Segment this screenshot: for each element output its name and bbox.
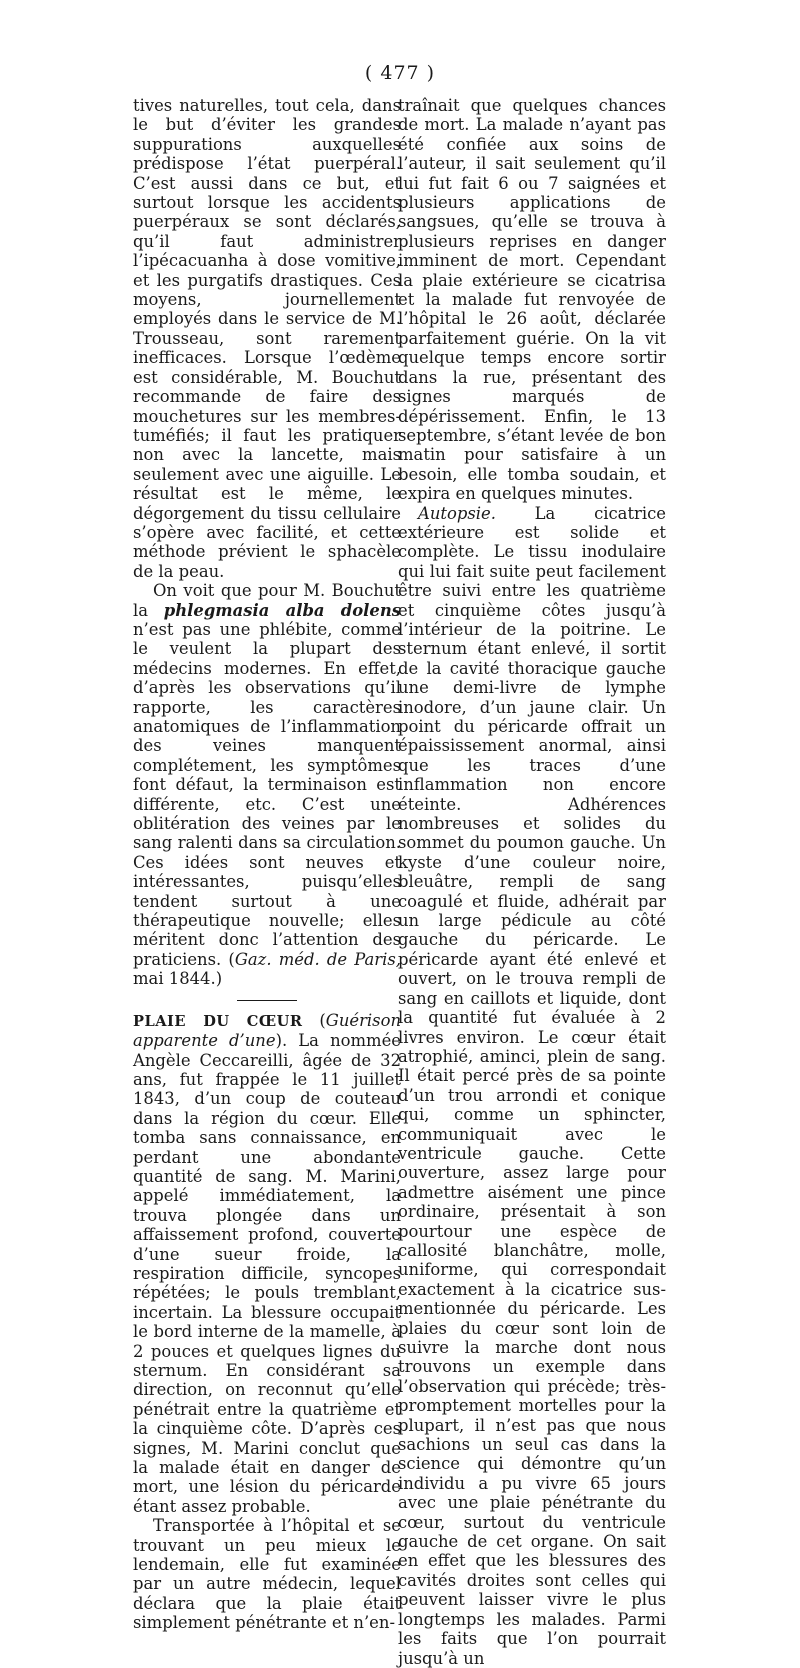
paragraph-text: On voit que pour M. Bouchut la [133, 581, 401, 620]
left-paragraph-4: Transportée à l’hôpital et se trouvant un peu mieux le lendemain, elle fut examinée par un autre médecin, lequel déclara que la plaie était simplement pénétrante et n’en- [133, 1516, 401, 1633]
citation-source: Gaz. méd. de Paris, [234, 949, 401, 969]
left-paragraph-1: tives naturelles, tout cela, dans le but d’éviter les grandes suppurations auxquelles prédispose l’état puerpéral. C’est aussi dans ce but, et surtout lorsque les accidents puerpéraux se sont déclarés, qu’il faut administrer l’ipécacuanha à dose vomitive, et les purgatifs drastiques. Ces moyens, journellement employés dans le service de M. Trousseau, sont rarement inefficaces. Lorsque l’œdème est considérable, M. Bouchut recommande de faire des mouchetures sur les membres-tuméfiés; il faut les pratiquer non avec la lancette, mais seulement avec une aiguille. Le résultat est le même, le dégorgement du tissu cellulaire s’opère avec facilité, et cette méthode prévient le sphacèle de la peau. [133, 96, 401, 581]
paragraph-text: ). La nommée Angèle Ceccareilli, âgée de 32 ans, fut frappée le 11 juillet 1843, d’un coup de couteau dans la région du cœur. Elle tomba sans connaissance, en perdant une abondante quantité de sang. M. Marini, appelé immédiatement, la trouva plongée dans un affaissement profond, couverte d’une sueur froide, la respiration difficile, syncopes répétées; le pouls tremblant, incertain. La blessure occupait le bord interne de la mamelle, à 2 pouces et quelques lignes du sternum. En considérant sa direction, on reconnut qu’elle pénétrait entre la quatrième et la cinquième côte. D’après ces signes, M. Marini conclut que la malade était en danger de mort, une lésion du péricarde étant assez probable. [133, 1031, 401, 1516]
emphasized-term: phlegmasia alba dolens [163, 600, 401, 620]
page-number: ( 477 ) [364, 62, 436, 84]
left-paragraph-3: PLAIE DU CŒUR (Guérison apparente d’une). La nommée Angèle Ceccareilli, âgée de 32 ans, fut frappée le 11 juillet 1843, d’un coup de couteau dans la région du cœur. Elle tomba sans connaissance, en perdant une abondante quantité de sang. M. Marini, appelé immédiatement, la trouva plongée dans un affaissement profond, couverte d’une sueur froide, la respiration difficile, syncopes répétées; le pouls tremblant, incertain. La blessure occupait le bord interne de la mamelle, à 2 pouces et quelques lignes du sternum. En considérant sa direction, on reconnut qu’elle pénétrait entre la quatrième et la cinquième côte. D’après ces signes, M. Marini conclut que la malade était en danger de mort, une lésion du péricarde étant assez probable. [133, 1010, 401, 1516]
section-subtitle: Guérison apparente d’une [133, 1010, 401, 1051]
right-paragraph-1: traînait que quelques chances de mort. La malade n’ayant pas été confiée aux soins de l’auteur, il sait seulement qu’il lui fut fait 6 ou 7 saignées et plusieurs applications de sangsues, qu’elle se trouva à plusieurs reprises en danger imminent de mort. Cependant la plaie extérieure se cicatrisa et la malade fut renvoyée de l’hôpital le 26 août, déclarée parfaitement guérie. On la vit quelque temps encore sortir dans la rue, présentant des signes marqués de dépérissement. Enfin, le 13 septembre, s’étant levée de bon matin pour satisfaire à un besoin, elle tomba soudain, et expira en quelques minutes. [398, 96, 666, 504]
citation-date: mai 1844.) [133, 969, 223, 989]
paragraph-text: La cicatrice extérieure est solide et complète. Le tissu inodulaire qui lui fait suite peut facilement être suivi entre les quatrième et cinquième côtes jusqu’à l’intérieur de la poitrine. Le sternum étant enlevé, il sortit de la cavité thoracique gauche une demi-livre de lymphe inodore, d’un jaune clair. Un point du péricarde offrait un épaississement anormal, ainsi que les traces d’une inflammation non encore éteinte. Adhérences nombreuses et solides du sommet du poumon gauche. Un kyste d’une couleur noire, bleuâtre, rempli de sang coagulé et fluide, adhérait par un large pédicule au côté gauche du péricarde. Le péricarde ayant été enlevé et ouvert, on le trouva rempli de sang en caillots et liquide, dont la quantité fut évaluée à 2 livres environ. Le cœur était atrophié, aminci, plein de sang. Il était percé près de sa pointe d’un trou arrondi et conique qui, comme un sphincter, communiquait avec le ventricule gauche. Cette ouverture, assez large pour admettre aisément une pince ordinaire, présentait à son pourtour une espèce de callosité blanchâtre, molle, uniforme, qui correspondait exactement à la cicatrice sus-mentionnée du péricarde. Les plaies du cœur sont loin de suivre la marche dont nous trouvons un exemple dans l’observation qui précède; très-promptement mortelles pour la plupart, il n’est pas que nous sachions un seul cas dans la science qui démontre qu’un individu a pu vivre 65 jours avec une plaie pénétrante du cœur, surtout du ventricule gauche de cet organe. On sait en effet que les blessures des cavités droites sont celles qui peuvent laisser vivre le plus longtemps les malades. Parmi les faits que l’on pourrait jusqu’à un [398, 503, 666, 1668]
left-paragraph-2 [133, 581, 401, 989]
right-paragraph-2 [398, 504, 666, 1668]
paragraph-text: n’est pas une phlébite, comme le veulent la plupart des médecins modernes. En effet, d’après les observations qu’il rapporte, les caractères anatomiques de l’inflammation des veines manquent complétement, les symptômes font défaut, la terminaison est différente, etc. C’est une oblitération des veines par le sang ralenti dans sa circulation. Ces idées sont neuves et intéressantes, puisqu’elles tendent surtout à une thérapeutique nouvelle; elles méritent donc l’attention des praticiens. ( [133, 619, 401, 969]
autopsy-label: Autopsie. [418, 503, 496, 523]
right-column [398, 96, 666, 1668]
section-heading: PLAIE DU CŒUR [133, 1012, 303, 1030]
section-divider [237, 1000, 297, 1001]
left-column [133, 96, 401, 1633]
